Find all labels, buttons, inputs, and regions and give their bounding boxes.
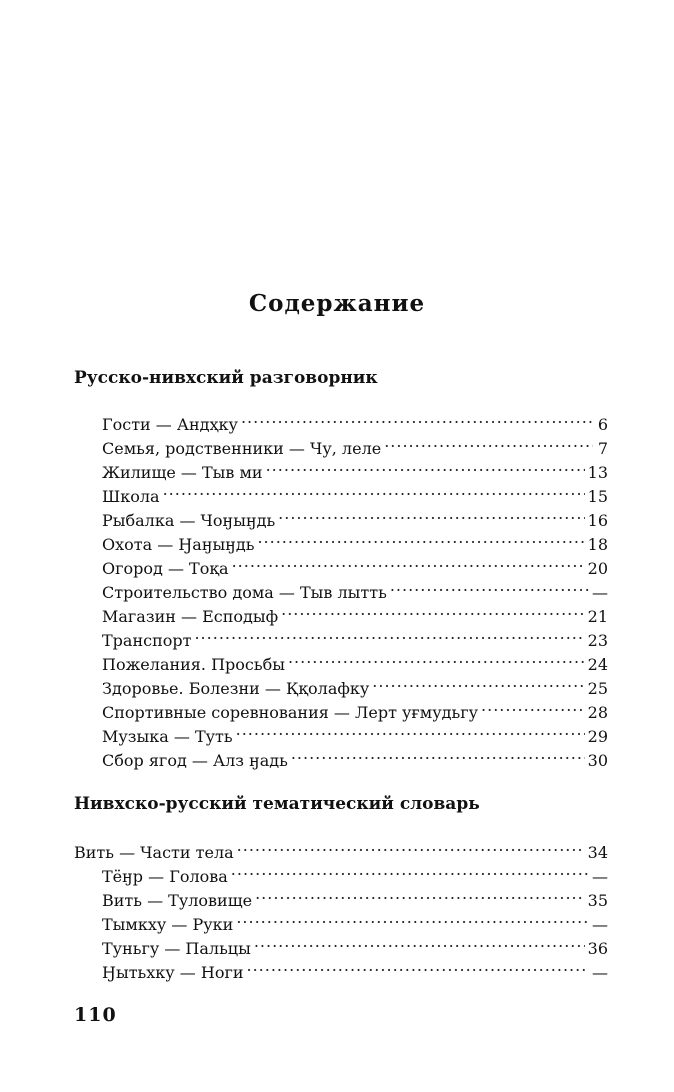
toc-entry-title: Огород — Тоқа bbox=[102, 559, 229, 578]
leader-dots bbox=[281, 598, 585, 622]
toc-entry-title: Сбор ягод — Алз ӈадь bbox=[102, 751, 288, 770]
toc-list-dictionary bbox=[0, 834, 674, 982]
leader-dots bbox=[231, 858, 589, 882]
section-heading-phrasebook: Русско-нивхский разговорник bbox=[74, 368, 378, 388]
toc-entry-page: 13 bbox=[587, 463, 608, 482]
toc-entry-title: Вить — Туловище bbox=[102, 891, 253, 910]
toc-entry-page: — bbox=[592, 583, 608, 602]
page-number: 110 bbox=[74, 1004, 117, 1026]
toc-entry-page: — bbox=[592, 867, 608, 886]
leader-dots bbox=[163, 478, 585, 502]
toc-entry-title: Тёӈр — Голова bbox=[102, 867, 228, 886]
toc-entry-title: Жилище — Тыв ми bbox=[102, 463, 263, 482]
toc-entry-title: Рыбалка — Чоӈыӈдь bbox=[102, 511, 276, 530]
leader-dots bbox=[236, 718, 585, 742]
toc-entry-title: Музыка — Туть bbox=[102, 727, 233, 746]
toc-entry-title: Транспорт bbox=[102, 631, 192, 650]
toc-entry-page: 20 bbox=[587, 559, 608, 578]
toc-entry-title: Строительство дома — Тыв лытть bbox=[102, 583, 387, 602]
leader-dots bbox=[390, 574, 589, 598]
page-title: Содержание bbox=[248, 290, 426, 317]
leader-dots bbox=[372, 670, 584, 694]
leader-dots bbox=[241, 406, 593, 430]
toc-entry-page: 35 bbox=[587, 891, 608, 910]
toc-entry-page: 23 bbox=[587, 631, 608, 650]
toc-entry-page: 24 bbox=[587, 655, 608, 674]
toc-entry-page: 15 bbox=[587, 487, 608, 506]
leader-dots bbox=[481, 694, 585, 718]
toc-entry-page: 25 bbox=[587, 679, 608, 698]
leader-dots bbox=[254, 930, 585, 954]
toc-entry-title: Гости — Андҳку bbox=[102, 415, 238, 434]
toc-entry[interactable] bbox=[0, 406, 674, 434]
toc-entry-title: Охота — Ӈаӈыӈдь bbox=[102, 535, 255, 554]
toc-entry-page: 18 bbox=[587, 535, 608, 554]
toc-entry-page: 21 bbox=[587, 607, 608, 626]
toc-entry[interactable] bbox=[0, 834, 674, 862]
toc-entry-title: Семья, родственники — Чу, леле bbox=[102, 439, 382, 458]
toc-entry-page: 29 bbox=[587, 727, 608, 746]
toc-entry-title: Ӈытьхку — Ноги bbox=[102, 963, 244, 982]
leader-dots bbox=[237, 834, 585, 858]
leader-dots bbox=[257, 526, 584, 550]
leader-dots bbox=[288, 646, 585, 670]
leader-dots bbox=[384, 430, 593, 454]
toc-list-phrasebook bbox=[0, 406, 674, 770]
toc-entry-page: 30 bbox=[587, 751, 608, 770]
toc-entry-title: Тымкху — Руки bbox=[102, 915, 234, 934]
leader-dots bbox=[194, 622, 584, 646]
toc-entry-page: 28 bbox=[587, 703, 608, 722]
leader-dots bbox=[291, 742, 585, 766]
toc-entry-page: 16 bbox=[587, 511, 608, 530]
toc-entry-title: Магазин — Есподыф bbox=[102, 607, 279, 626]
toc-entry-title: Здоровье. Болезни — Ққолафку bbox=[102, 679, 370, 698]
toc-entry-title: Школа bbox=[102, 487, 160, 506]
leader-dots bbox=[278, 502, 584, 526]
toc-entry-page: 6 bbox=[597, 415, 608, 434]
toc-entry-page: — bbox=[592, 963, 608, 982]
toc-entry-title: Туньгу — Пальцы bbox=[102, 939, 251, 958]
toc-entry-title: Вить — Части тела bbox=[74, 843, 234, 862]
leader-dots bbox=[236, 906, 589, 930]
toc-entry-page: — bbox=[592, 915, 608, 934]
leader-dots bbox=[247, 954, 590, 978]
leader-dots bbox=[232, 550, 585, 574]
toc-entry-title: Спортивные соревнования — Лерт уғмудьгу bbox=[102, 703, 479, 722]
toc-entry-page: 36 bbox=[587, 939, 608, 958]
leader-dots bbox=[266, 454, 585, 478]
toc-entry-title: Пожелания. Просьбы bbox=[102, 655, 285, 674]
section-heading-dictionary: Нивхско-русский тематический словарь bbox=[74, 794, 480, 814]
toc-entry-page: 7 bbox=[597, 439, 608, 458]
leader-dots bbox=[255, 882, 585, 906]
toc-entry-page: 34 bbox=[587, 843, 608, 862]
